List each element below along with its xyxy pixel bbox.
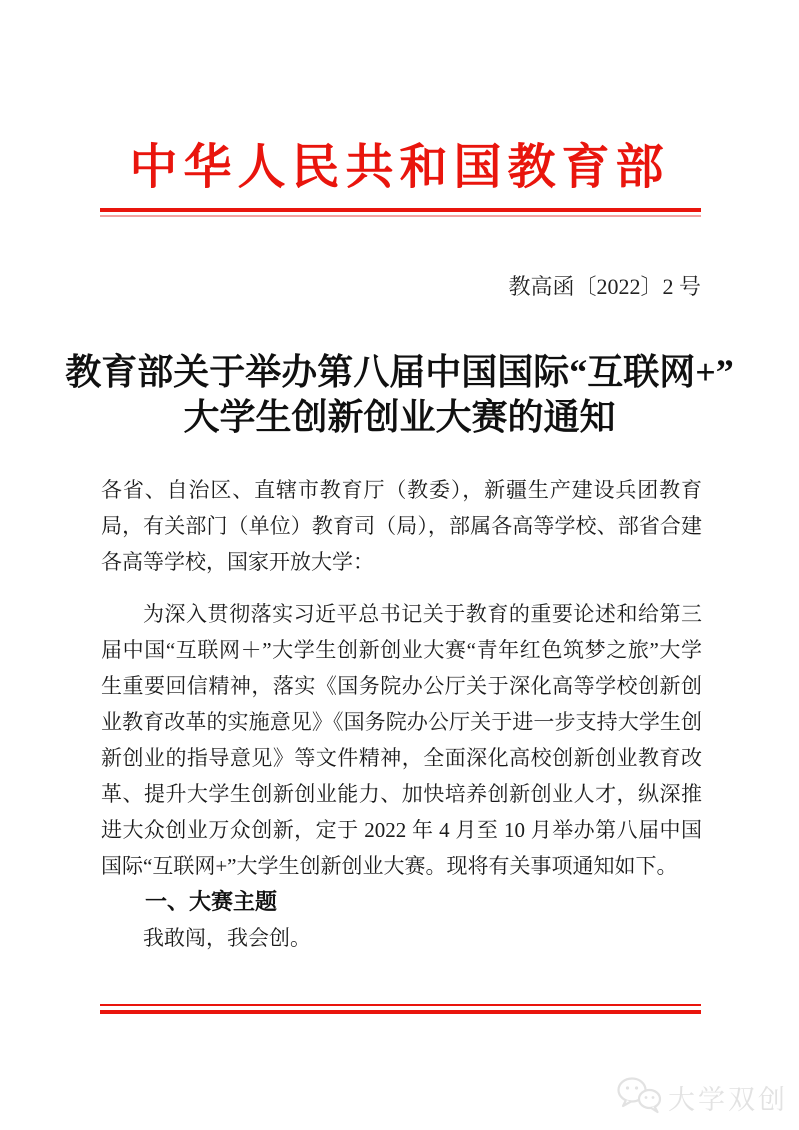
footer-separator-thin-line — [100, 1004, 701, 1006]
watermark — [616, 1076, 788, 1119]
document-title — [0, 350, 799, 440]
body-paragraph-theme-slogan: 我敢闯，我会创。 — [143, 926, 311, 950]
document-body — [101, 472, 702, 956]
document-number: 教高函〔2022〕2 号 — [508, 274, 701, 299]
footer-separator-thick-line — [100, 1010, 701, 1014]
watermark-label: 大学双创 — [668, 1085, 788, 1115]
letterhead-separator-thick-line — [100, 208, 701, 212]
letterhead-org-name: 中华人民共和国教育部 — [129, 141, 670, 194]
section-heading-competition-theme: 一、大赛主题 — [145, 889, 278, 914]
document-title-line1: 教育部关于举办第八届中国国际“互联网+” — [65, 352, 734, 392]
letterhead-separator — [100, 208, 701, 217]
salutation-paragraph: 各省、自治区、直辖市教育厅（教委），新疆生产建设兵团教育局，有关部门（单位）教育司（局），部属各高等学校、部省合建各高等学校，国家开放大学： — [101, 478, 702, 574]
footer-separator — [100, 1004, 701, 1014]
body-paragraph-1: 为深入贯彻落实习近平总书记关于教育的重要论述和给第三届中国“互联网＋”大学生创新创业大赛“青年红色筑梦之旅”大学生重要回信精神，落实《国务院办公厅关于深化高等学校创新创业教育改革的实施意见》《国务院办公厅关于进一步支持大学生创新创业的指导意见》等文件精神，全面深化高校创新创业教育改革、提升大学生创新创业能力、加快培养创新创业人才，纵深推进大众创业万众创新，定于 2022 年 4 月至 10 月举办第八届中国国际“互联网+”大学生创新创业大赛。现将有关事项通知如下。 — [101, 602, 702, 878]
letterhead-separator-thin-line — [100, 215, 701, 217]
document-title-line2: 大学生创新创业大赛的通知 — [183, 397, 616, 437]
wechat-icon — [616, 1076, 662, 1119]
